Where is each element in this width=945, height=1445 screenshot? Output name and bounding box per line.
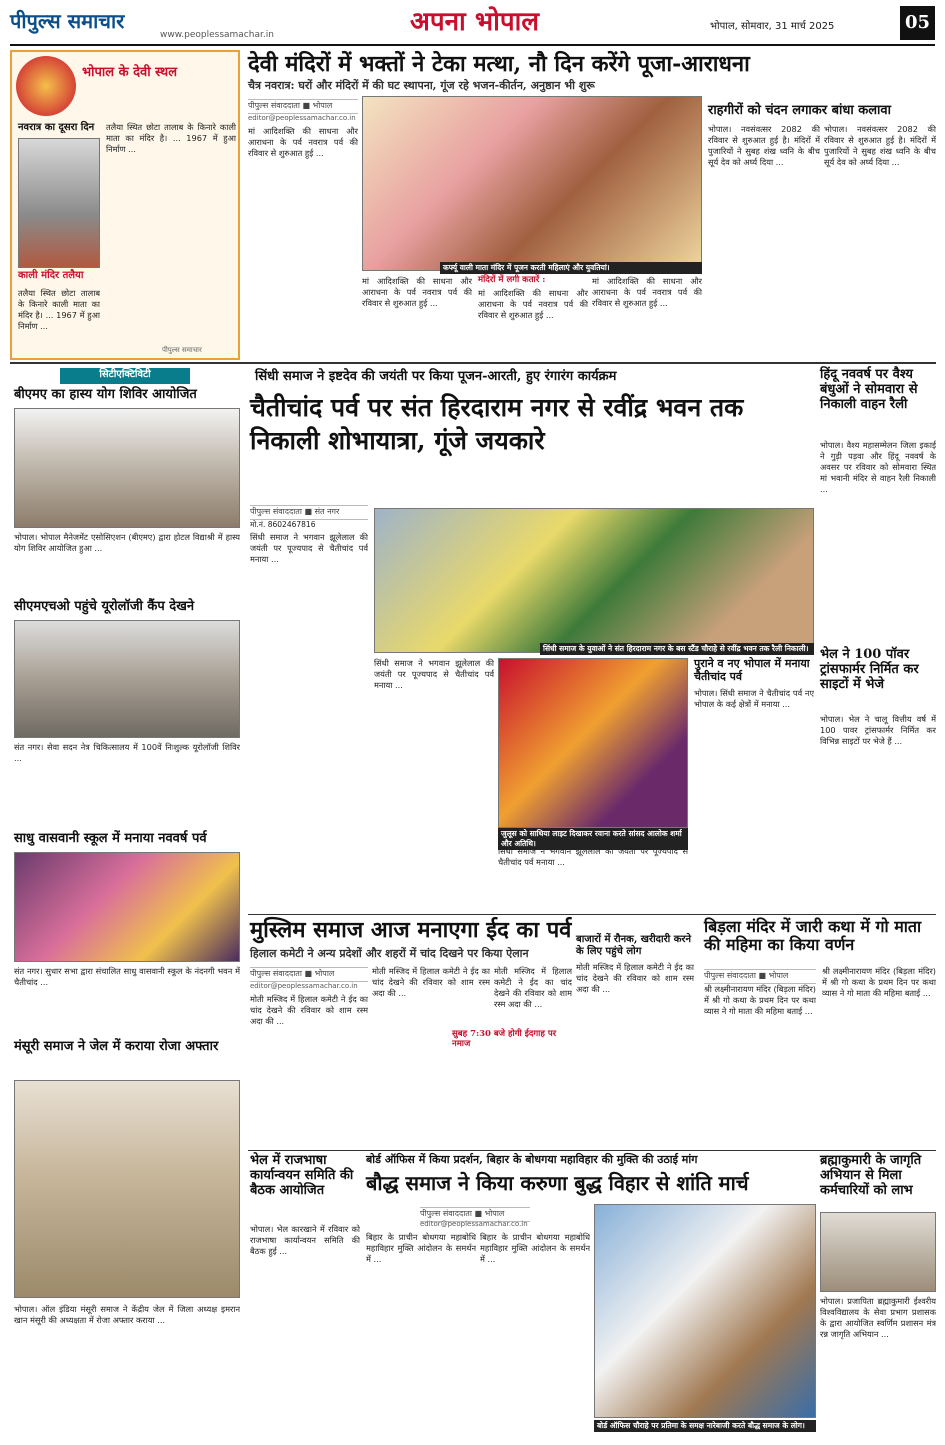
- buddh-headline: बौद्ध समाज ने किया करुणा बुद्ध विहार से शांति मार्च: [366, 1171, 749, 1195]
- kali-temple-caption: काली मंदिर तलैया: [18, 270, 84, 281]
- buddh-march-photo: [594, 1204, 816, 1418]
- kali-temple-photo: [18, 138, 100, 268]
- devi-text: तलैया स्थित छोटा तालाब के किनारे काली माता का मंदिर है। ... 1967 में हुआ निर्माण ...: [106, 122, 236, 154]
- devi-day: नवरात्र का दूसरा दिन: [18, 122, 95, 133]
- eid-text-col2: मोती मस्जिद में हिलाल कमेटी ने ईद का चांद देखने की रविवार को शाम रस्म अदा की ...: [372, 966, 490, 998]
- vaswani-headline: साधु वासवानी स्कूल में मनाया नववर्ष पर्व: [14, 831, 207, 846]
- devi-footer: पीपुल्स समाचार: [162, 346, 202, 354]
- buddh-photo-caption: बोर्ड ऑफिस चौराहे पर प्रतिमा के समक्ष नारेबाजी करते बौद्ध समाज के लोग।: [594, 1420, 816, 1432]
- yoga-text: भोपाल। भोपाल मैनेजमेंट एसोसिएशन (बीएमए) द्वारा होटल विद्याश्री में हास्य योग शिविर आयोजित हुआ ...: [14, 532, 240, 553]
- birla-byline: पीपुल्स संवाददाता ■ भोपाल: [704, 969, 816, 984]
- divider: [248, 914, 936, 915]
- divider: [10, 362, 936, 364]
- lead-text-col3: मां आदिशक्ति की साधना और आराधना के पर्व नवरात्र पर्व की रविवार से शुरुआत हुई ...: [478, 288, 588, 320]
- eid-namaz-subhead: सुबह 7:30 बजे होगी ईदगाह पर नमाज: [452, 1029, 557, 1049]
- eid-market-text: मोती मस्जिद में हिलाल कमेटी ने ईद का चांद देखने की रविवार को शाम रस्म अदा की ...: [576, 962, 694, 994]
- bhel-text: भोपाल। भेल ने चालू वित्तीय वर्ष में 100 पावर ट्रांसफार्मर निर्मित कर विभिन्न साइटों पर भेजे हैं ...: [820, 714, 936, 746]
- sindhi-headline: चैतीचांद पर्व पर संत हिरदाराम नगर से रवींद्र भवन तक निकाली शोभायात्रा, गूंजे जयकारे: [250, 393, 744, 455]
- chaitichand-sub-headline: पुराने व नए भोपाल में मनाया चैतीचांद पर्व: [694, 657, 810, 683]
- birla-text-col1: श्री लक्ष्मीनारायण मंदिर (बिड़ला मंदिर) में श्री गो कथा के प्रथम दिन पर कथा व्यास ने गो माता की महिमा बताई ...: [704, 984, 816, 1016]
- kalawa-text-col1: भोपाल। नवसंवत्सर 2082 की रविवार से शुरुआत हुई है। मंदिरों में पुजारियों ने सुबह शंख ध्वनि के बीच सूर्य देव को अर्घ्य दिया ...: [708, 124, 820, 167]
- paper-logo: पीपुल्स समाचार: [10, 9, 125, 33]
- eid-byline: पीपुल्स संवाददाता ■ भोपाल: [250, 967, 368, 982]
- buddh-email[interactable]: editor@peoplessamachar.co.in: [420, 1220, 528, 1228]
- eid-text-col3: मोती मस्जिद में हिलाल कमेटी ने ईद का चांद देखने की रविवार को शाम रस्म अदा की ...: [494, 966, 572, 1009]
- masthead: [10, 6, 935, 46]
- rajbhasha-text: भोपाल। भेल कारखाने में रविवार को राजभाषा कार्यान्वयन समिति की बैठक हुई ...: [250, 1224, 360, 1256]
- birla-text-col2: श्री लक्ष्मीनारायण मंदिर (बिड़ला मंदिर) में श्री गो कथा के प्रथम दिन पर कथा व्यास ने गो माता की महिमा बताई ...: [822, 966, 936, 998]
- rajbhasha-headline: भेल में राजभाषा कार्यान्वयन समिति की बैठक आयोजित: [250, 1153, 354, 1198]
- yoga-photo: [14, 408, 240, 528]
- sindhi-byline: पीपुल्स संवाददाता ■ संत नगर: [250, 505, 368, 520]
- flagoff-photo-caption: जुलूस को साथिया लाइट दिखाकर रवाना करते सांसद आलोक शर्मा और अतिथि।: [498, 828, 688, 850]
- rally-photo-caption: सिंधी समाज के युवाओं ने संत हिरदाराम नगर के बस स्टैंड चौराहे से रवींद्र भवन तक रैली निकाली।: [540, 643, 814, 655]
- devi-sthal-box: [10, 50, 240, 360]
- sindhi-mobile: मो.नं. 8602467816: [250, 520, 316, 529]
- lead-text-col2: मां आदिशक्ति की साधना और आराधना के पर्व नवरात्र पर्व की रविवार से शुरुआत हुई ...: [362, 276, 472, 308]
- devi-text-left: तलैया स्थित छोटा तालाब के किनारे काली माता का मंदिर है। ... 1967 में हुआ निर्माण ...: [18, 288, 100, 331]
- birla-headline: बिड़ला मंदिर में जारी कथा में गो माता की महिमा का किया वर्णन: [704, 917, 922, 955]
- buddh-text-col1: बिहार के प्राचीन बोधगया महाबोधि महाविहार मुक्ति आंदोलन के समर्थन में ...: [366, 1232, 476, 1264]
- lead-text-col4: मां आदिशक्ति की साधना और आराधना के पर्व नवरात्र पर्व की रविवार से शुरुआत हुई ...: [592, 276, 702, 308]
- lead-email[interactable]: editor@peoplessamachar.co.in: [248, 114, 356, 122]
- rally-photo: [374, 508, 814, 653]
- kalawa-text-col2: भोपाल। नवसंवत्सर 2082 की रविवार से शुरुआत हुई है। मंदिरों में पुजारियों ने सुबह शंख ध्वनि के बीच सूर्य देव को अर्घ्य दिया ...: [824, 124, 936, 167]
- devi-box-title: भोपाल के देवी स्थल: [82, 65, 178, 80]
- eid-text-col1: मोती मस्जिद में हिलाल कमेटी ने ईद का चांद देखने की रविवार को शाम रस्म अदा की ...: [250, 994, 368, 1026]
- section-title: अपना भोपाल: [410, 7, 539, 37]
- buddh-byline: पीपुल्स संवाददाता ■ भोपाल: [420, 1207, 530, 1222]
- vaishya-headline: हिंदू नववर्ष पर वैश्य बंधुओं ने सोमवारा से निकाली वाहन रैली: [820, 367, 918, 412]
- urology-headline: सीएमएचओ पहुंचे यूरोलॉजी कैंप देखने: [14, 599, 195, 614]
- paper-url[interactable]: www.peoplessamachar.in: [160, 30, 274, 40]
- eid-market-headline: बाजारों में रौनक, खरीदारी करने के लिए पहुंचे लोग: [576, 934, 692, 957]
- page-number: 05: [900, 6, 935, 40]
- bhel-headline: भेल ने 100 पॉवर ट्रांसफार्मर निर्मित कर साइटों में भेजे: [820, 647, 919, 692]
- eid-deck: हिलाल कमेटी ने अन्य प्रदेशों और शहरों में चांद दिखने पर किया ऐलान: [250, 947, 529, 960]
- sindhi-text-col3: सिंधी समाज ने भगवान झूलेलाल की जयंती पर पूज्यपाद से चैतीचांद पर्व मनाया ...: [498, 846, 688, 867]
- eid-email[interactable]: editor@peoplessamachar.co.in: [250, 982, 358, 990]
- bk-text: भोपाल। प्रजापिता ब्रह्माकुमारी ईश्वरीय विश्वविद्यालय के सेवा प्रभाग प्रशासक के द्वारा आयोजित स्वर्णिम प्रशासन मंत्र रन्न जागृति अभियान ...: [820, 1296, 936, 1339]
- bk-headline: ब्रह्माकुमारी के जागृति अभियान से मिला कर्मचारियों को लाभ: [820, 1153, 922, 1198]
- iftar-photo: [14, 1080, 240, 1298]
- sindhi-kicker: सिंधी समाज ने इष्टदेव की जयंती पर किया पूजन-आरती, हुए रंगारंग कार्यक्रम: [255, 369, 617, 384]
- lead-deck: चैत्र नवरात्र: घरों और मंदिरों में की घट स्थापना, गूंज रहे भजन-कीर्तन, अनुष्ठान भी शुरू: [248, 79, 595, 92]
- lead-headline: देवी मंदिरों में भक्तों ने टेका मत्था, नौ दिन करेंगे पूजा-आराधना: [248, 51, 750, 77]
- chaitichand-sub-text: भोपाल। सिंधी समाज ने चैतीचांद पर्व नए भोपाल के कई क्षेत्रों में मनाया ...: [694, 688, 814, 709]
- city-activity-tag: सिटीएक्टिविटी: [60, 368, 190, 384]
- vaishya-text: भोपाल। वैश्य महासम्मेलन जिला इकाई ने गुड़ी पड़वा और हिंदू नववर्ष के अवसर पर रविवार को सोमवारा स्थित मां भवानी मंदिर से वाहन रैली निकाली ...: [820, 440, 936, 494]
- lead-subhead: मंदिरों में लगी कतारें :: [478, 275, 546, 285]
- vaswani-text: संत नगर। सुधार सभा द्वारा संचालित साधु वासवानी स्कूल के नंदनगी भवन में चैतीचांद ...: [14, 966, 240, 987]
- vaswani-photo: [14, 852, 240, 962]
- urology-text: संत नगर। सेवा सदन नेत्र चिकित्सालय में 100वें निःशुल्क यूरोलॉजी शिविर ...: [14, 742, 240, 763]
- buddh-kicker: बोर्ड ऑफिस में किया प्रदर्शन, बिहार के बोधगया महाविहार की मुक्ति की उठाई मांग: [366, 1153, 698, 1166]
- bk-photo: [820, 1212, 936, 1292]
- buddh-text-col2: बिहार के प्राचीन बोधगया महाबोधि महाविहार मुक्ति आंदोलन के समर्थन में ...: [480, 1232, 590, 1264]
- eid-headline: मुस्लिम समाज आज मनाएगा ईद का पर्व: [250, 917, 572, 943]
- dateline: भोपाल, सोमवार, 31 मार्च 2025: [710, 21, 835, 32]
- lead-text-col1: मां आदिशक्ति की साधना और आराधना के पर्व नवरात्र पर्व की रविवार से शुरुआत हुई ...: [248, 126, 358, 158]
- divider: [248, 1150, 936, 1151]
- lead-photo: [362, 96, 702, 271]
- sindhi-text-col1: सिंधी समाज ने भगवान झूलेलाल की जयंती पर पूज्यपाद से चैतीचांद पर्व मनाया ...: [250, 532, 368, 564]
- sindhi-text-col2: सिंधी समाज ने भगवान झूलेलाल की जयंती पर पूज्यपाद से चैतीचांद पर्व मनाया ...: [374, 658, 494, 690]
- kalawa-headline: राहगीरों को चंदन लगाकर बांधा कलावा: [708, 103, 892, 118]
- lead-photo-caption: कर्फ्यू वाली माता मंदिर में पूजन करती महिलाएं और युवतियां।: [440, 262, 702, 274]
- flagoff-photo: [498, 658, 688, 828]
- iftar-headline: मंसूरी समाज ने जेल में कराया रोजा अफ्तार: [14, 1039, 219, 1054]
- urology-photo: [14, 620, 240, 738]
- lead-byline: पीपुल्स संवाददाता ■ भोपाल: [248, 99, 358, 114]
- yoga-headline: बीएमए का हास्य योग शिविर आयोजित: [14, 387, 197, 402]
- goddess-emblem: [16, 56, 76, 116]
- iftar-text: भोपाल। ऑल इंडिया मंसूरी समाज ने केंद्रीय जेल में जिला अध्यक्ष इमरान खान मंसूरी की अध्यक्षता में रोजा अफ्तार कराया ...: [14, 1304, 240, 1325]
